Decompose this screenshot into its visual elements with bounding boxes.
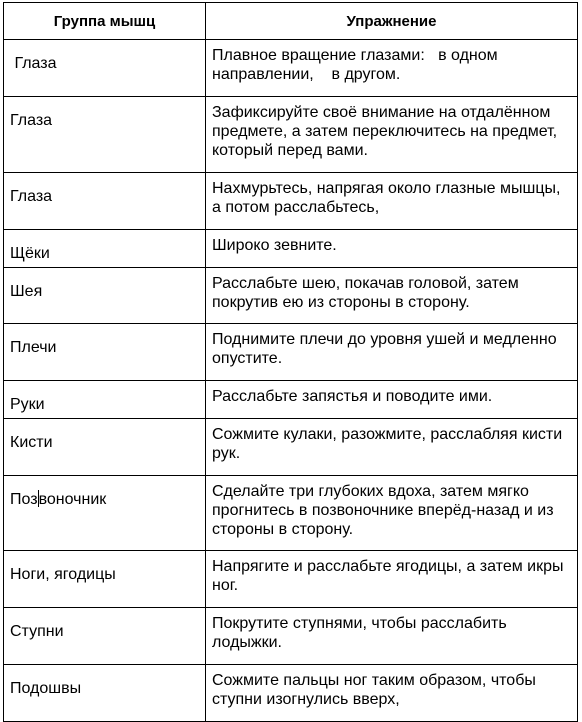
muscle-label: Ступни bbox=[10, 623, 64, 640]
muscle-cell bbox=[4, 381, 206, 419]
table-row bbox=[4, 419, 578, 476]
muscle-label: Руки bbox=[10, 396, 45, 413]
exercise-cell: Плавное вращение глазами: в одном направлении, в другом. bbox=[206, 40, 578, 97]
header-muscle-group: Группа мышц bbox=[4, 3, 206, 40]
exercise-cell: Расслабьте шею, покачав головой, затем покрутив ею из стороны в сторону. bbox=[206, 268, 578, 324]
header-row bbox=[4, 3, 578, 40]
muscle-label: Ноги, ягодицы bbox=[10, 566, 116, 583]
muscle-cell bbox=[4, 230, 206, 268]
muscle-label: Глаза bbox=[10, 112, 53, 129]
muscle-cell bbox=[4, 40, 206, 97]
table-row bbox=[4, 268, 578, 324]
table-row bbox=[4, 665, 578, 722]
muscle-label: Глаза bbox=[10, 55, 57, 72]
muscle-cell bbox=[4, 268, 206, 324]
muscle-cell bbox=[4, 551, 206, 608]
exercise-cell: Сделайте три глубоких вдоха, затем мягко прогнитесь в позвоночнике вперёд-назад и из стороны в сторону. bbox=[206, 476, 578, 551]
muscle-label: Кисти bbox=[10, 434, 53, 451]
muscle-label-end: воночник bbox=[38, 491, 107, 508]
table-row bbox=[4, 608, 578, 665]
exercise-table bbox=[3, 2, 578, 722]
exercise-cell: Поднимите плечи до уровня ушей и медленно опустите. bbox=[206, 324, 578, 381]
table-row bbox=[4, 97, 578, 173]
exercise-cell: Сожмите кулаки, разожмите, расслабляя кисти рук. bbox=[206, 419, 578, 476]
muscle-cell bbox=[4, 665, 206, 722]
table-row bbox=[4, 40, 578, 97]
table-row bbox=[4, 230, 578, 268]
muscle-label: Шея bbox=[10, 283, 43, 300]
muscle-cell bbox=[4, 97, 206, 173]
table-row bbox=[4, 324, 578, 381]
table-row bbox=[4, 476, 578, 551]
muscle-label: Глаза bbox=[10, 188, 53, 205]
muscle-label: Подошвы bbox=[10, 680, 82, 697]
exercise-cell: Широко зевните. bbox=[206, 230, 578, 268]
muscle-label-start: Поз bbox=[10, 491, 38, 508]
table-row bbox=[4, 551, 578, 608]
muscle-cell bbox=[4, 608, 206, 665]
exercise-cell: Зафиксируйте своё внимание на отдалённом предмете, а затем переключитесь на предмет, который перед вами. bbox=[206, 97, 578, 173]
table-row bbox=[4, 173, 578, 230]
header-exercise: Упражнение bbox=[206, 3, 578, 40]
muscle-cell bbox=[4, 476, 206, 551]
muscle-cell bbox=[4, 324, 206, 381]
muscle-cell bbox=[4, 173, 206, 230]
muscle-label: Плечи bbox=[10, 339, 57, 356]
muscle-label bbox=[10, 490, 205, 509]
muscle-cell bbox=[4, 419, 206, 476]
exercise-cell: Расслабьте запястья и поводите ими. bbox=[206, 381, 578, 419]
muscle-label: Щёки bbox=[10, 245, 50, 262]
exercise-cell: Напрягите и расслабьте ягодицы, а затем икры ног. bbox=[206, 551, 578, 608]
exercise-cell: Покрутите ступнями, чтобы расслабить лодыжки. bbox=[206, 608, 578, 665]
exercise-cell: Сожмите пальцы ног таким образом, чтобы ступни изогнулись вверх, bbox=[206, 665, 578, 722]
exercise-cell: Нахмурьтесь, напрягая около глазные мышцы, а потом расслабьтесь, bbox=[206, 173, 578, 230]
table-row bbox=[4, 381, 578, 419]
